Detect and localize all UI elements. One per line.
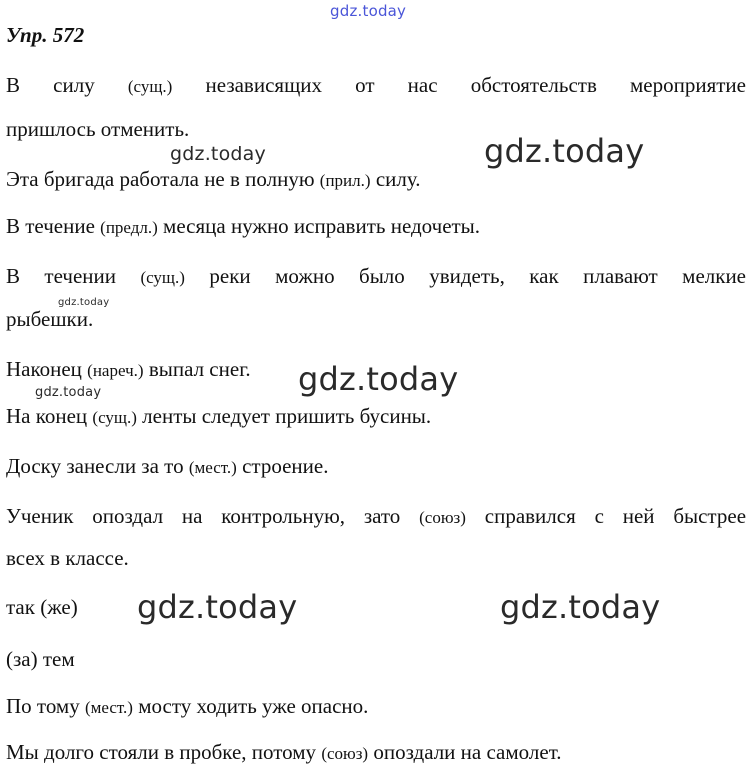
part-of-speech-mark: (сущ.) xyxy=(127,77,173,96)
sentence-text: В течении xyxy=(6,264,117,288)
sentence-4-line-2: рыбешки. xyxy=(6,307,94,331)
sentence-text: Доску занесли за то xyxy=(6,454,184,478)
part-of-speech-mark: (союз) xyxy=(321,744,369,763)
sentence-text: силу. xyxy=(375,167,421,191)
sentence-text: опоздали на самолет. xyxy=(373,740,562,764)
word-pair-1: так (же) xyxy=(6,595,78,619)
sentence-8-line-2: всех в классе. xyxy=(6,546,129,570)
sentence-text: Ученик опоздал на контрольную, зато xyxy=(6,504,401,528)
sentence-3 xyxy=(6,213,480,241)
sentence-text: мосту ходить уже опасно. xyxy=(138,694,369,718)
sentence-text: ленты следует пришить бусины. xyxy=(142,404,432,428)
sentence-text: выпал снег. xyxy=(148,357,251,381)
sentence-text: независящих от нас обстоятельств мероприятие xyxy=(205,73,746,97)
part-of-speech-mark: (прил.) xyxy=(319,171,371,190)
sentence-8-line-1 xyxy=(6,503,746,531)
part-of-speech-mark: (предл.) xyxy=(100,218,158,237)
sentence-text: Эта бригада работала не в полную xyxy=(6,167,315,191)
sentence-2 xyxy=(6,166,421,194)
sentence-text: месяца нужно исправить недочеты. xyxy=(163,214,481,238)
watermark: gdz.today xyxy=(137,588,298,626)
watermark: gdz.today xyxy=(484,132,645,170)
part-of-speech-mark: (мест.) xyxy=(84,698,133,717)
word-pair-2: (за) тем xyxy=(6,647,75,671)
watermark: gdz.today xyxy=(298,360,459,398)
part-of-speech-mark: (сущ.) xyxy=(92,408,137,427)
part-of-speech-mark: (союз) xyxy=(419,508,466,527)
sentence-6 xyxy=(6,403,431,431)
sentence-text: строение. xyxy=(242,454,329,478)
sentence-text: реки можно было увидеть, как плавают мелкие xyxy=(209,264,747,288)
watermark: gdz.today xyxy=(170,143,266,165)
sentence-1-line-2: пришлось отменить. xyxy=(6,117,190,141)
sentence-10 xyxy=(6,739,562,767)
watermark: gdz.today xyxy=(500,588,661,626)
watermark: gdz.today xyxy=(35,385,102,400)
part-of-speech-mark: (сущ.) xyxy=(140,268,185,287)
sentence-9 xyxy=(6,693,368,721)
watermark-top: gdz.today xyxy=(330,2,407,20)
sentence-text: справился с ней быстрее xyxy=(484,504,747,528)
sentence-1-line-1 xyxy=(6,72,746,100)
part-of-speech-mark: (нареч.) xyxy=(87,361,144,380)
sentence-text: По тому xyxy=(6,694,80,718)
sentence-4-line-1 xyxy=(6,263,746,291)
sentence-text: На конец xyxy=(6,404,88,428)
watermark: gdz.today xyxy=(58,297,110,308)
sentence-text: В силу xyxy=(6,73,95,97)
sentence-7 xyxy=(6,453,328,481)
sentence-5 xyxy=(6,356,251,384)
exercise-title: Упр. 572 xyxy=(6,23,85,47)
sentence-text: В течение xyxy=(6,214,95,238)
part-of-speech-mark: (мест.) xyxy=(188,458,237,477)
sentence-text: Наконец xyxy=(6,357,82,381)
sentence-text: Мы долго стояли в пробке, потому xyxy=(6,740,317,764)
